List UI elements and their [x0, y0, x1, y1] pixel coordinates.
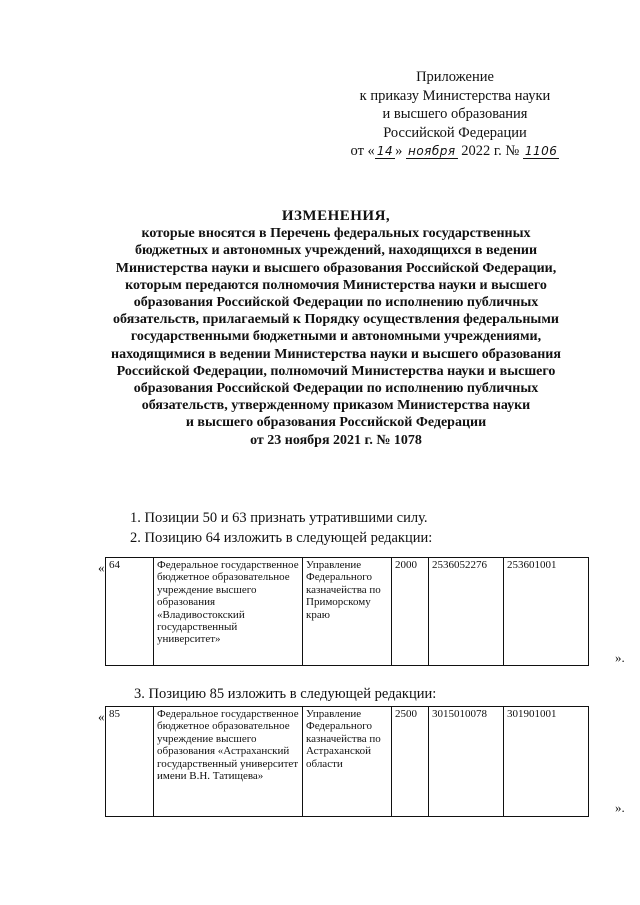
table-1-open-quote: «	[98, 560, 105, 575]
handwritten-order-number: 1106	[524, 144, 558, 158]
item-1: 1. Позиции 50 и 63 признать утратившими силу.	[130, 510, 428, 526]
title-line: которые вносятся в Перечень федеральных государственных	[141, 226, 531, 242]
appendix-line-4: Российской Федерации	[383, 124, 527, 141]
title-line: обязательств, прилагаемый к Порядку осуществления федеральными	[113, 312, 559, 328]
kpp-cell: 301901001	[504, 707, 589, 817]
kpp-cell: 253601001	[504, 558, 589, 666]
treasury-body: Управление Федерального казначейства по Приморскому краю	[303, 558, 392, 666]
inn-cell: 2536052276	[429, 558, 504, 666]
item-3: 3. Позицию 85 изложить в следующей редакции:	[134, 686, 437, 702]
appendix-line-1: Приложение	[416, 69, 494, 85]
code-cell: 2000	[392, 558, 429, 666]
title-line: обязательств, утвержденному приказом Министерства науки	[141, 398, 531, 414]
position-number: 85	[106, 707, 154, 817]
title-line: Министерства науки и высшего образования Российской Федерации,	[115, 260, 557, 276]
date-mid: »	[395, 143, 403, 159]
title-line: бюджетных и автономных учреждений, находящихся в ведении	[134, 243, 538, 259]
document-title	[88, 208, 584, 449]
institution-name: Федеральное государственное бюджетное образовательное учреждение высшего образования «Владивостокский государственный университет»	[154, 558, 303, 666]
title-line: которым передаются полномочия Министерства науки и высшего	[125, 277, 547, 293]
position-85-table	[105, 706, 589, 817]
handwritten-month: ноября	[407, 144, 456, 158]
treasury-body: Управление Федерального казначейства по Астраханской области	[303, 707, 392, 817]
handwritten-day: 14	[376, 144, 394, 158]
appendix-line-3: и высшего образования	[382, 106, 528, 122]
appendix-block	[330, 68, 580, 161]
item-2: 2. Позицию 64 изложить в следующей редакции:	[130, 530, 433, 546]
position-64-table	[105, 557, 589, 666]
title-line: находящимися в ведении Министерства науки и высшего образования	[111, 346, 561, 362]
table-row	[106, 558, 589, 666]
table-1-close-quote: ».	[615, 650, 625, 665]
title-line: и высшего образования Российской Федерации	[185, 415, 487, 431]
table-2-close-quote: ».	[615, 800, 625, 815]
year-text: 2022 г. №	[461, 143, 520, 159]
title-line: государственными бюджетными и автономными учреждениями,	[130, 329, 542, 345]
table-2-open-quote: «	[98, 709, 105, 724]
date-prefix: от «	[350, 143, 375, 159]
institution-name: Федеральное государственное бюджетное образовательное учреждение высшего образования «Астраханский государственный университет имени В.Н. Татищева»	[154, 707, 303, 817]
table-row	[106, 707, 589, 817]
title-line: образования Российской Федерации по исполнению публичных	[133, 381, 539, 397]
title-line: образования Российской Федерации по исполнению публичных	[133, 295, 539, 311]
title-line: Российской Федерации, полномочий Министерства науки и высшего	[116, 363, 556, 379]
code-cell: 2500	[392, 707, 429, 817]
position-number: 64	[106, 558, 154, 666]
inn-cell: 3015010078	[429, 707, 504, 817]
title-heading: ИЗМЕНЕНИЯ,	[281, 208, 391, 224]
order-date-line	[330, 142, 580, 161]
appendix-line-2: к приказу Министерства науки	[359, 87, 551, 104]
title-line: от 23 ноября 2021 г. № 1078	[250, 432, 422, 448]
